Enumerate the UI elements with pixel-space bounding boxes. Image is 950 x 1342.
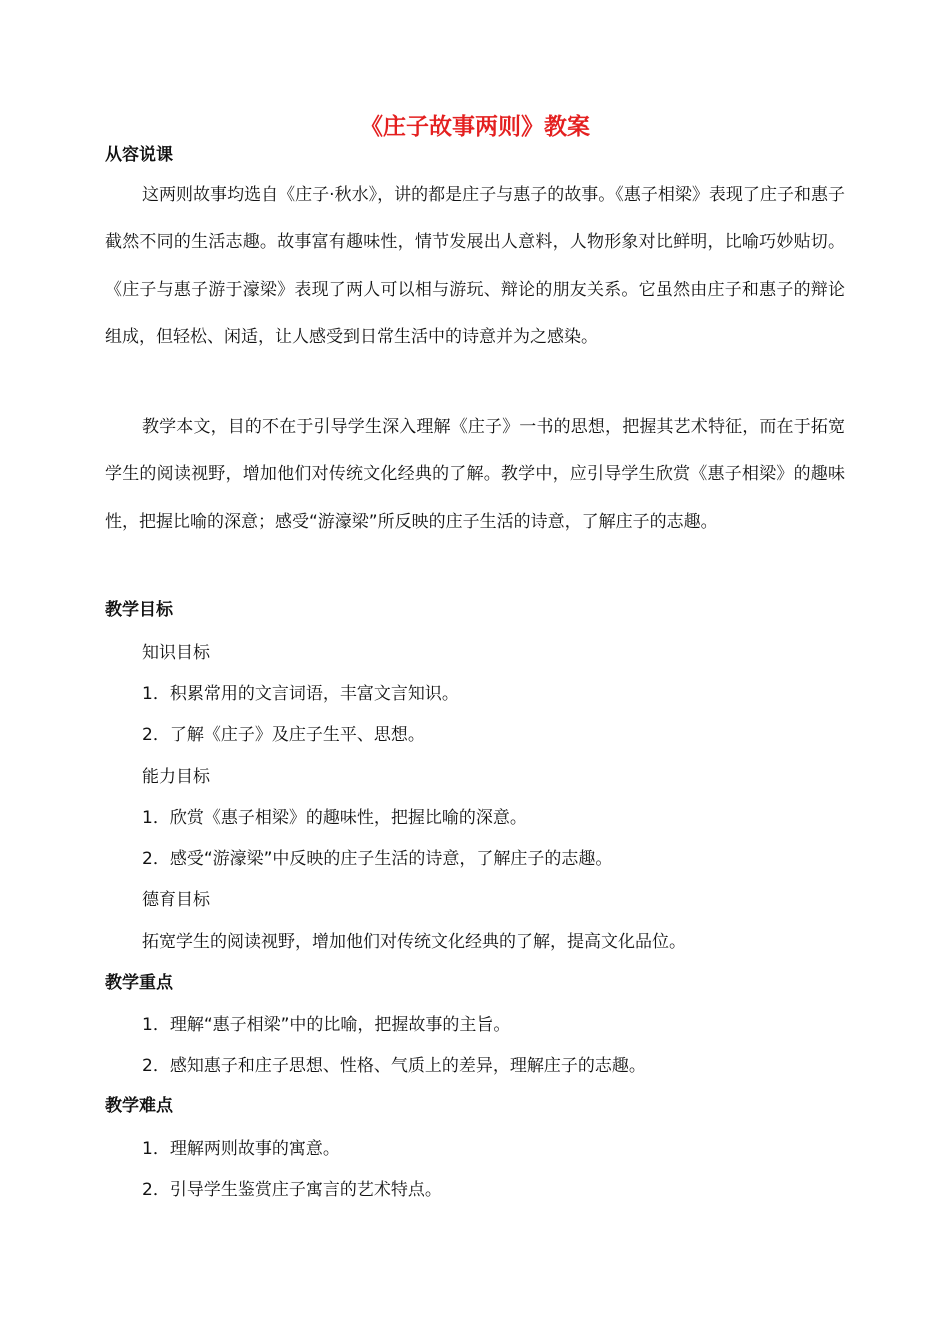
subheading-ability: 能力目标 xyxy=(142,767,210,787)
list-item-key-2: 2．感知惠子和庄子思想、性格、气质上的差异，理解庄子的志趣。 xyxy=(142,1056,646,1076)
text-moral-goal: 拓宽学生的阅读视野，增加他们对传统文化经典的了解，提高文化品位。 xyxy=(142,932,686,952)
list-item-key-1: 1．理解“惠子相梁”中的比喻，把握故事的主旨。 xyxy=(142,1015,511,1035)
list-item-difficulty-1: 1．理解两则故事的寓意。 xyxy=(142,1139,340,1159)
list-item-ability-2: 2．感受“游濠梁”中反映的庄子生活的诗意，了解庄子的志趣。 xyxy=(142,849,613,869)
subheading-moral: 德育目标 xyxy=(142,890,210,910)
list-item-knowledge-1: 1．积累常用的文言词语，丰富文言知识。 xyxy=(142,684,459,704)
subheading-knowledge: 知识目标 xyxy=(142,643,210,663)
section-heading-key-points: 教学重点 xyxy=(105,973,173,993)
paragraph-teaching: 教学本文，目的不在于引导学生深入理解《庄子》一书的思想，把握其艺术特征，而在于拓宽学生的阅读视野，增加他们对传统文化经典的了解。教学中，应引导学生欣赏《惠子相梁》的趣味性，把握比喻的深意；感受“游濠梁”所反映的庄子生活的诗意，了解庄子的志趣。 xyxy=(105,417,845,532)
document-title: 《庄子故事两则》教案 xyxy=(360,114,590,140)
section-heading-shuoke: 从容说课 xyxy=(105,145,173,165)
list-item-ability-1: 1．欣赏《惠子相梁》的趣味性，把握比喻的深意。 xyxy=(142,808,527,828)
paragraph-intro: 这两则故事均选自《庄子·秋水》，讲的都是庄子与惠子的故事。《惠子相梁》表现了庄子和惠子截然不同的生活志趣。故事富有趣味性，情节发展出人意料，人物形象对比鲜明，比喻巧妙贴切。《庄子与惠子游于濠梁》表现了两人可以相与游玩、辩论的朋友关系。它虽然由庄子和惠子的辩论组成，但轻松、闲适，让人感受到日常生活中的诗意并为之感染。 xyxy=(105,185,845,348)
list-item-knowledge-2: 2．了解《庄子》及庄子生平、思想。 xyxy=(142,725,425,745)
list-item-difficulty-2: 2．引导学生鉴赏庄子寓言的艺术特点。 xyxy=(142,1180,442,1200)
section-heading-difficulties: 教学难点 xyxy=(105,1096,173,1116)
section-heading-goals: 教学目标 xyxy=(105,600,173,620)
